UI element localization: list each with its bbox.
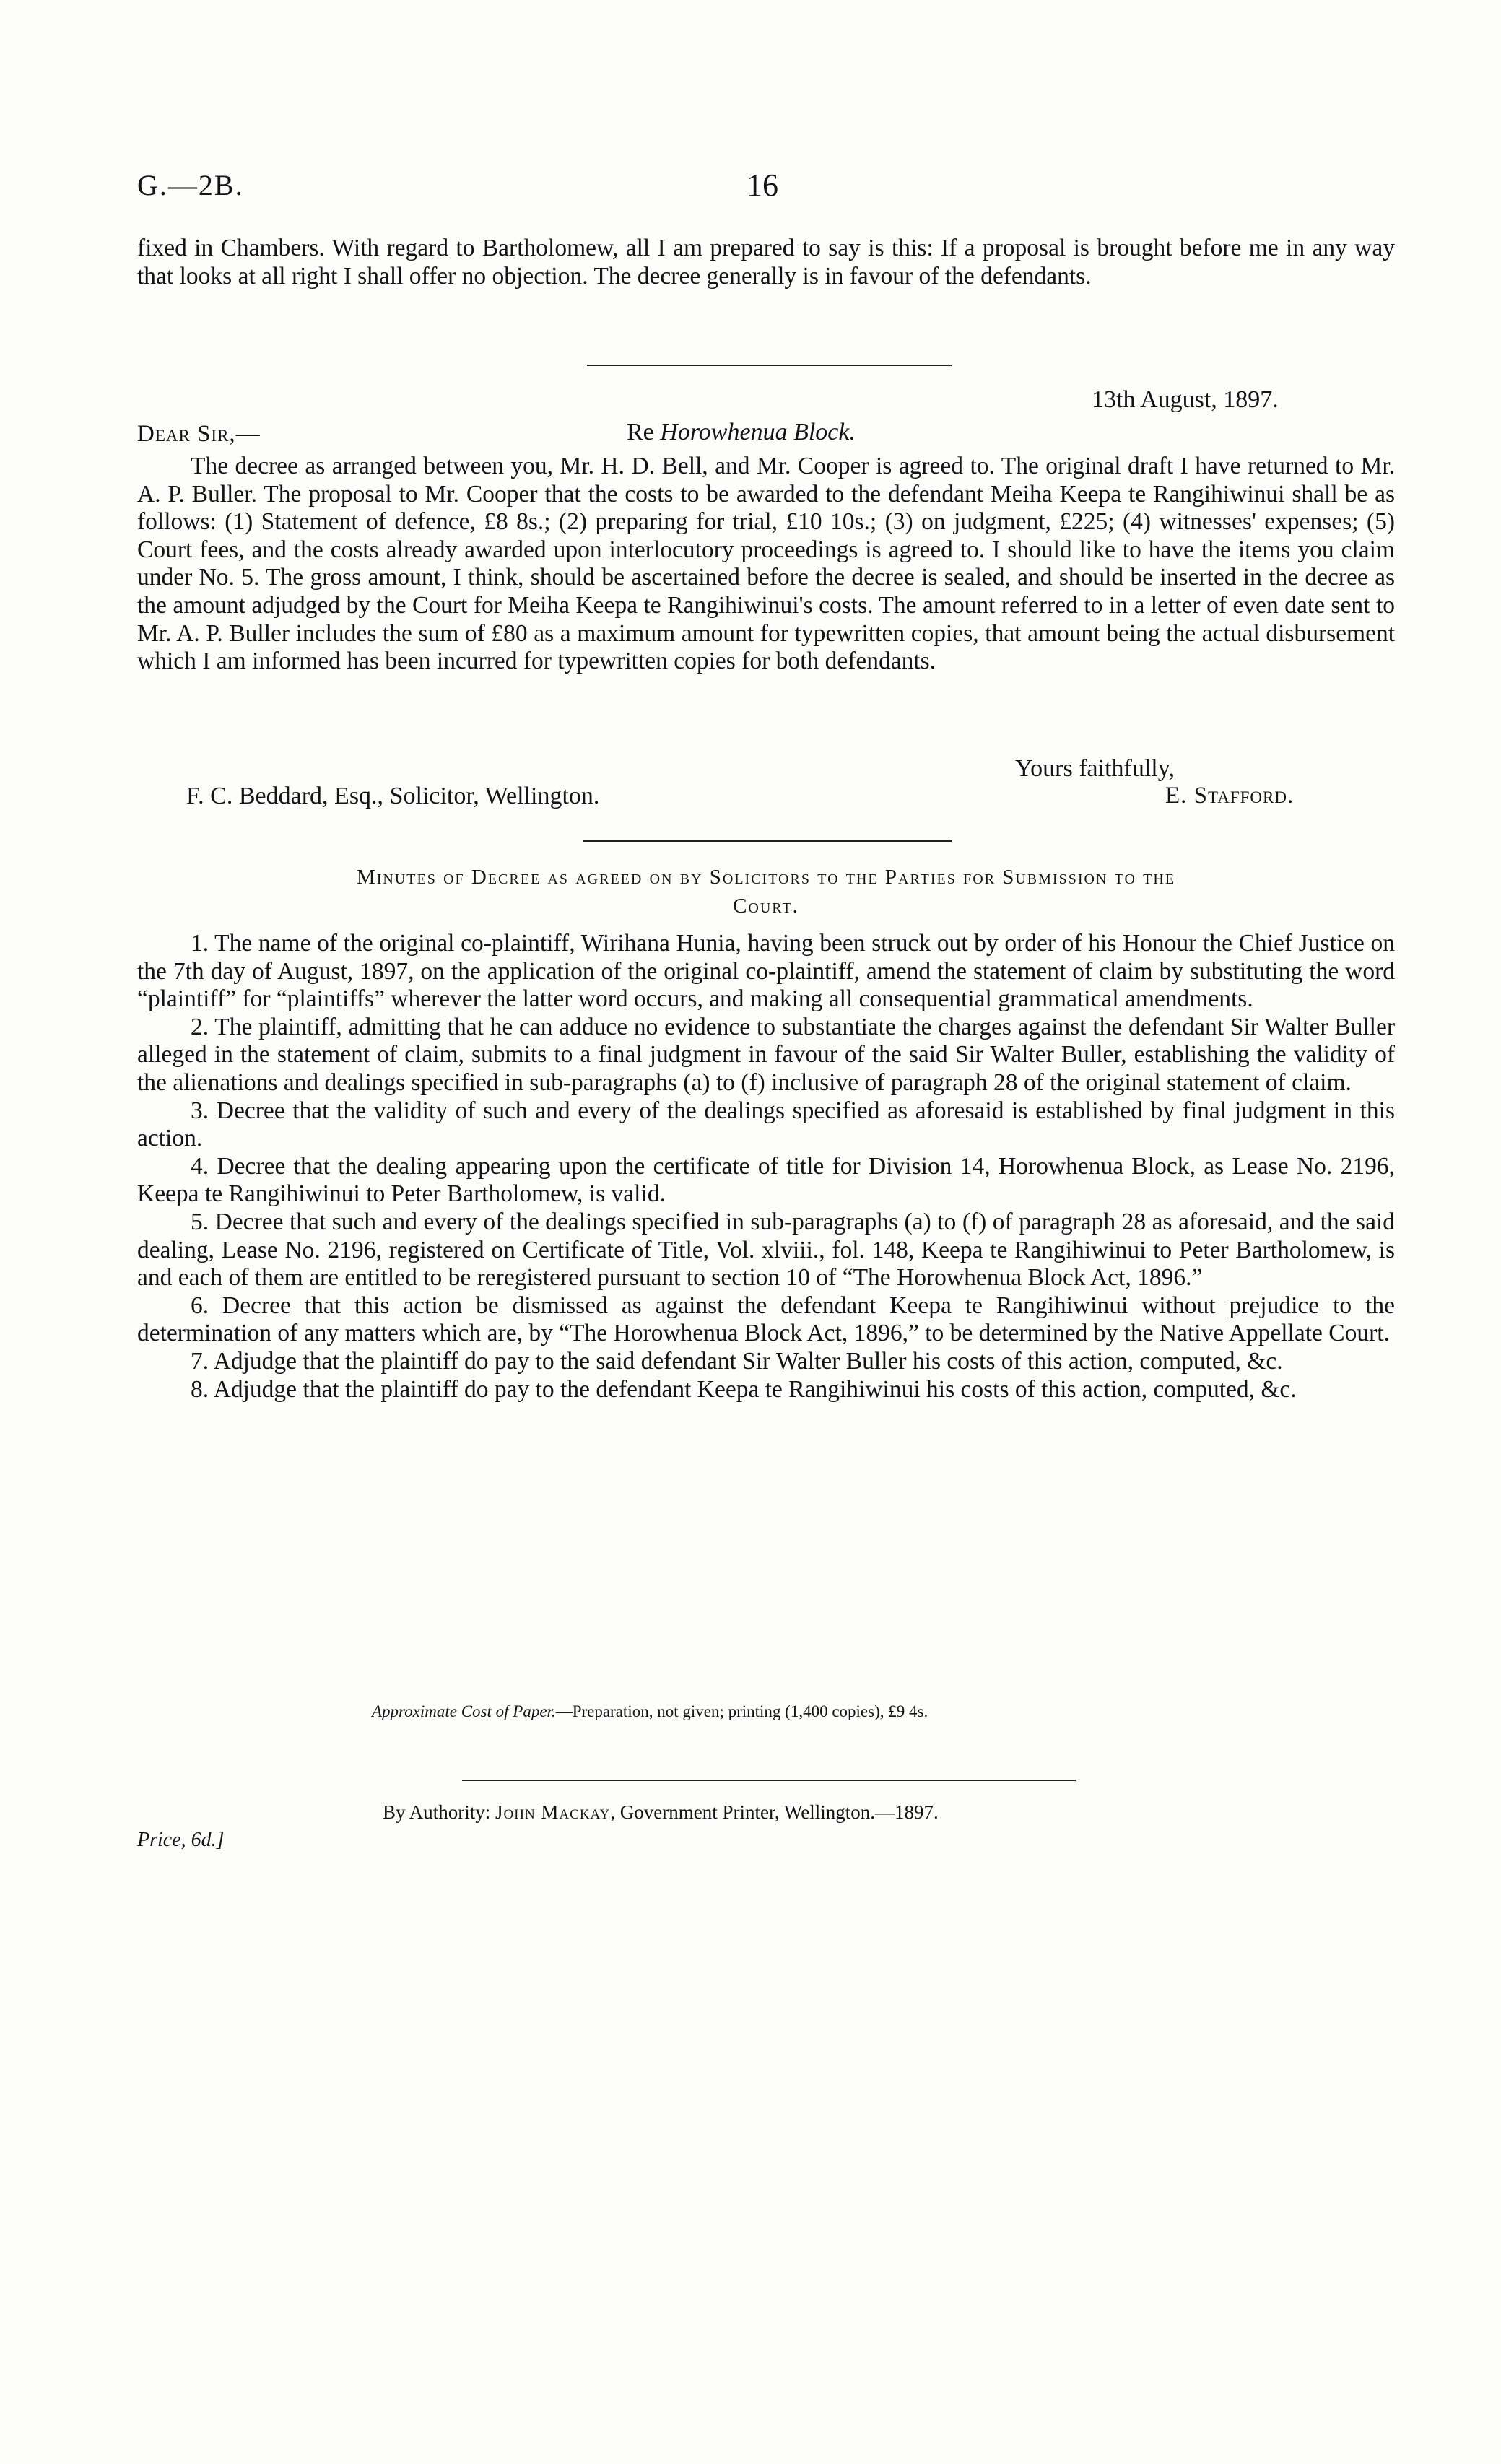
list-item: 3. Decree that the validity of such and every of the dealings specified as aforesaid is established by final judgment in this action.	[137, 1097, 1395, 1152]
list-item: 1. The name of the original co-plaintiff, Wirihana Hunia, having been struck out by order of his Honour the Chief Justice on the 7th day of August, 1897, on the application of the original co-plaintiff, amend the statement of claim by substituting the word “plaintiff” for “plaintiffs” wherever the latter word occurs, and making all consequential grammatical amendments.	[137, 930, 1395, 1013]
letter-signature: E. Stafford.	[1165, 783, 1295, 809]
letter-salutation: Dear Sir,—	[137, 421, 261, 447]
printer-name: John Mackay	[495, 1801, 611, 1823]
intro-paragraph: fixed in Chambers. With regard to Bartholomew, all I am prepared to say is this: If a proposal is brought before me in any way that looks at all right I shall offer no objection. The decree generally is in favour of the defendants.	[137, 235, 1395, 290]
price-label: Price, 6d.]	[137, 1829, 225, 1851]
list-item: 6. Decree that this action be dismissed as against the defendant Keepa te Rangihiwinui without prejudice to the determination of any matters which are, by “The Horowhenua Block Act, 1896,” to be determined by the Native Appellate Court.	[137, 1292, 1395, 1347]
page-number: 16	[747, 167, 778, 203]
subject-title: Horowhenua Block.	[660, 419, 856, 445]
document-reference: G.—2B.	[137, 169, 244, 201]
printer-imprint	[383, 1801, 939, 1824]
letter-subject	[627, 419, 856, 446]
authority-prefix: By Authority:	[383, 1801, 491, 1823]
section-divider	[587, 365, 952, 366]
list-item: 2. The plaintiff, admitting that he can adduce no evidence to substantiate the charges against the defendant Sir Walter Buller alleged in the statement of claim, submits to a final judgment in favour of the said Sir Walter Buller, establishing the validity of the alienations and dealings specified in sub-paragraphs (a) to (f) inclusive of paragraph 28 of the original statement of claim.	[137, 1013, 1395, 1096]
section-divider	[583, 840, 952, 842]
cost-note	[372, 1702, 928, 1721]
list-item: 7. Adjudge that the plaintiff do pay to the said defendant Sir Walter Buller his costs of this action, computed, &c.	[191, 1347, 1283, 1375]
cost-label: Approximate Cost of Paper.	[372, 1702, 556, 1720]
minutes-title: Minutes of Decree as agreed on by Solicitors to the Parties for Submission to the	[356, 866, 1176, 889]
minutes-title-continued: Court.	[733, 894, 799, 918]
letter-date: 13th August, 1897.	[1092, 386, 1279, 413]
list-item: 5. Decree that such and every of the dealings specified in sub-paragraphs (a) to (f) of paragraph 28 as aforesaid, and the said dealing, Lease No. 2196, registered on Certificate of Title, Vol. xlviii., fol. 148, Keepa te Rangihiwinui to Peter Bartholomew, is and each of them are entitled to be reregistered pursuant to section 10 of “The Horowhenua Block Act, 1896.”	[137, 1208, 1395, 1292]
footer-divider	[462, 1780, 1076, 1781]
list-item: 4. Decree that the dealing appearing upon the certificate of title for Division 14, Horowhenua Block, as Lease No. 2196, Keepa te Rangihiwinui to Peter Bartholomew, is valid.	[137, 1152, 1395, 1208]
letter-closing: Yours faithfully,	[1015, 755, 1175, 782]
subject-prefix: Re	[627, 419, 654, 445]
printer-suffix: , Government Printer, Wellington.—1897.	[610, 1801, 939, 1823]
letter-body: The decree as arranged between you, Mr. H. D. Bell, and Mr. Cooper is agreed to. The original draft I have returned to Mr. A. P. Buller. The proposal to Mr. Cooper that the costs to be awarded to the defendant Meiha Keepa te Rangihiwinui shall be as follows: (1) Statement of defence, £8 8s.; (2) preparing for trial, £10 10s.; (3) on judgment, £225; (4) witnesses' expenses; (5) Court fees, and the costs already awarded upon interlocutory proceedings is agreed to. I should like to have the items you claim under No. 5. The gross amount, I think, should be ascertained before the decree is sealed, and should be inserted in the decree as the amount adjudged by the Court for Meiha Keepa te Rangihiwinui's costs. The amount referred to in a letter of even date sent to Mr. A. P. Buller includes the sum of £80 as a maximum amount for typewritten copies, that amount being the actual disbursement which I am informed has been incurred for typewritten copies for both defendants.	[137, 453, 1395, 675]
list-item: 8. Adjudge that the plaintiff do pay to the defendant Keepa te Rangihiwinui his costs of this action, computed, &c.	[191, 1375, 1297, 1403]
cost-text: —Preparation, not given; printing (1,400 copies), £9 4s.	[555, 1702, 928, 1720]
letter-addressee: F. C. Beddard, Esq., Solicitor, Wellington.	[186, 783, 600, 809]
minutes-list	[137, 930, 1395, 1403]
